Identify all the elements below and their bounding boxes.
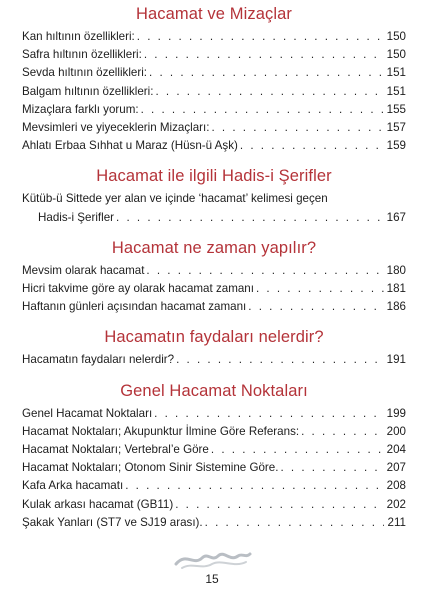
toc-entry-text: Mevsimleri ve yiyeceklerin Mizaçları:: [22, 121, 210, 135]
dot-leader: [116, 209, 384, 227]
toc-entry[interactable]: [22, 423, 406, 441]
toc-entries: [22, 28, 406, 155]
toc-entry-text: Kan hıltının özellikleri:: [22, 30, 135, 43]
toc-entry[interactable]: [22, 514, 406, 532]
toc-entry-text: Haftanın günleri açısından hacamat zamanı: [22, 300, 247, 314]
toc-entries: [22, 190, 406, 226]
toc-entry-page: 200: [386, 424, 406, 438]
dot-leader: [301, 423, 384, 441]
dot-leader: [144, 46, 384, 64]
toc-entry-text: Kütüb-ü Sittede yer alan ve içinde ‘hacamat’ kelimesi geçen: [22, 192, 328, 206]
toc-entry-page: 208: [386, 479, 406, 493]
toc-entry[interactable]: [22, 459, 406, 477]
toc-entry-page: 159: [386, 139, 406, 153]
dot-leader: [137, 28, 384, 46]
dot-leader: [155, 83, 384, 101]
section-title: Hacamat ile ilgili Hadis-i Şerifler: [96, 167, 332, 186]
toc-entry-page: 191: [386, 353, 406, 367]
toc-entry-text: Hadis-i Şerifler: [38, 210, 115, 224]
toc-entry-page: 211: [387, 515, 406, 529]
toc-entry-page: 186: [386, 300, 406, 314]
toc-entry[interactable]: [22, 351, 406, 369]
toc-entry-text: Hacamat Noktaları; Otonom Sinir Sistemine Göre.: [22, 461, 279, 475]
toc-entry[interactable]: [22, 137, 406, 155]
toc-entry-text: Safra hıltının özellikleri:: [22, 48, 142, 62]
toc-entry[interactable]: [22, 64, 406, 82]
toc-entry[interactable]: [22, 298, 406, 316]
toc-entry-page: 202: [386, 497, 406, 511]
toc-entries: [22, 405, 406, 532]
toc-entry-text: Şakak Yanları (ST7 ve SJ19 arası).: [22, 515, 203, 529]
toc-entry-page: 151: [386, 66, 406, 80]
toc-entry-text: Mevsim olarak hacamat: [22, 263, 145, 277]
toc-entry-text: Kulak arkası hacamat (GB11): [22, 497, 174, 511]
toc-entry[interactable]: [22, 209, 406, 227]
toc-entry[interactable]: [22, 496, 406, 514]
toc-entry-page: 180: [386, 263, 406, 277]
toc-entry-page: 181: [386, 282, 406, 296]
dot-leader: [149, 64, 384, 82]
section-title: Hacamatın faydaları nelerdir?: [104, 328, 324, 347]
toc-section: [22, 166, 406, 226]
toc-entry-text: Kafa Arka hacamatı: [22, 479, 124, 493]
toc-entry-text: Genel Hacamat Noktaları: [22, 406, 153, 420]
dot-leader: [248, 298, 384, 316]
dot-leader: [125, 477, 384, 495]
toc-entry-page: 150: [386, 48, 406, 62]
dot-leader: [205, 514, 384, 532]
dot-leader: [176, 351, 384, 369]
toc-entry[interactable]: [22, 28, 406, 46]
toc-entry-page: 207: [386, 461, 406, 475]
section-title: Hacamat ne zaman yapılır?: [111, 238, 317, 257]
toc-entry-text: Hacamatın faydaları nelerdir?: [22, 353, 175, 367]
dot-leader: [256, 280, 384, 298]
toc-entry[interactable]: [22, 262, 406, 280]
dot-leader: [280, 459, 384, 477]
toc-entry-page: 151: [386, 84, 406, 98]
toc-entry-page: 204: [386, 443, 406, 457]
toc-entry[interactable]: [22, 441, 406, 459]
page-number: 15: [205, 572, 219, 586]
toc-entry[interactable]: [22, 46, 406, 64]
toc-entry-text: Hicri takvime göre ay olarak hacamat zamanı: [22, 282, 254, 296]
dot-leader: [175, 496, 384, 514]
toc-entry-page: 157: [386, 121, 406, 135]
toc-entry[interactable]: [22, 119, 406, 137]
toc-entry-text: Hacamat Noktaları; Vertebral’e Göre: [22, 443, 209, 457]
toc-entry-text: Balgam hıltının özellikleri:: [22, 84, 154, 98]
toc-entry-text: Hacamat Noktaları; Akupunktur İlmine Göre Referans:: [22, 424, 300, 438]
toc-entry-text: Sevda hıltının özellikleri:: [22, 66, 148, 80]
dot-leader: [154, 405, 384, 423]
section-title: Genel Hacamat Noktaları: [120, 381, 308, 400]
table-of-contents: [22, 4, 406, 532]
dot-leader: [146, 262, 384, 280]
toc-entry-text: Ahlatı Erbaa Sıhhat u Maraz (Hüsn-ü Aşk): [22, 139, 238, 153]
toc-entry-page: 155: [386, 102, 406, 116]
toc-entry[interactable]: [22, 280, 406, 298]
toc-entry[interactable]: [22, 101, 406, 119]
toc-entry[interactable]: [22, 83, 406, 101]
toc-entry-text: Mizaçlara farklı yorum:: [22, 102, 139, 116]
toc-entries: [22, 351, 406, 369]
toc-section: [22, 327, 406, 369]
toc-entries: [22, 262, 406, 317]
toc-entry-page: 150: [386, 30, 406, 43]
dot-leader: [211, 119, 384, 137]
dot-leader: [141, 101, 384, 119]
dot-leader: [240, 137, 384, 155]
toc-entry-page: 167: [386, 210, 406, 224]
toc-entry[interactable]: [22, 477, 406, 495]
toc-section: [22, 4, 406, 155]
toc-section: [22, 238, 406, 317]
toc-entry-page: 199: [386, 406, 406, 420]
wave-ornament-icon: [172, 544, 254, 572]
toc-entry[interactable]: [22, 405, 406, 423]
dot-leader: [211, 441, 384, 459]
toc-section: [22, 381, 406, 532]
section-title: Hacamat ve Mizaçlar: [136, 5, 292, 23]
